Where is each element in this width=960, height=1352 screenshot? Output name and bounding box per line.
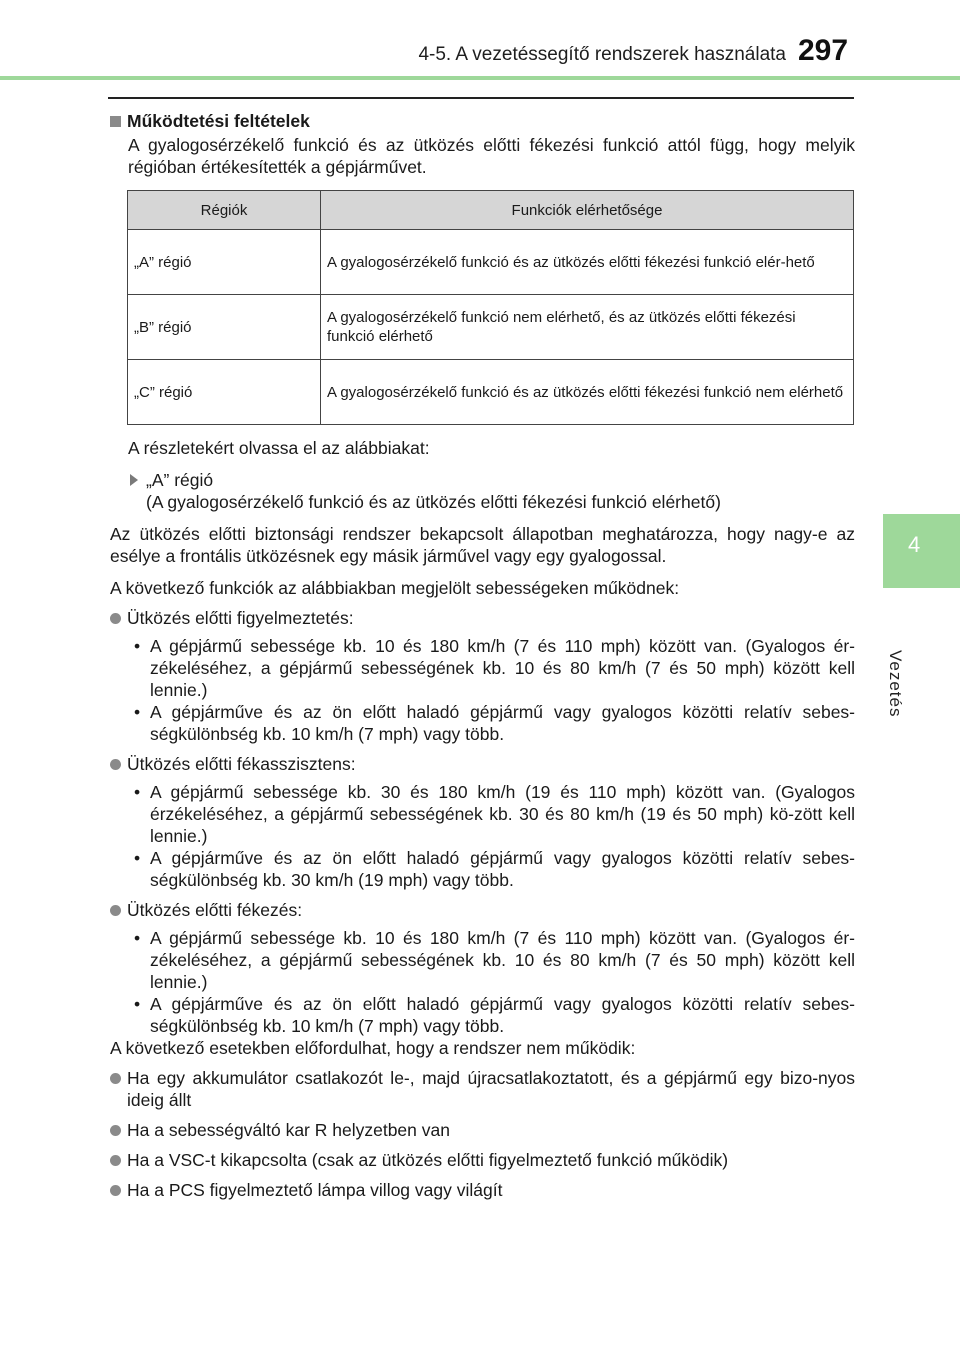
condition-item — [134, 847, 855, 891]
paragraph-cases: A következő esetekben előfordulhat, hogy a rendszer nem működik: — [110, 1038, 636, 1058]
dot-bullet-icon: • — [134, 702, 141, 722]
case-item — [110, 1149, 855, 1171]
circle-bullet-icon — [110, 1155, 121, 1166]
section-heading — [110, 110, 855, 132]
arrow-item-title: „A” régió — [146, 470, 214, 490]
arrow-list-item — [110, 469, 855, 513]
dot-bullet-icon: • — [134, 848, 141, 868]
page-number: 297 — [798, 34, 849, 67]
regions-table — [127, 190, 854, 425]
table-cell-region: „B” régió — [128, 295, 321, 360]
paragraph-speeds: A következő funkciók az alábbiakban megjelölt sebességeken működnek: — [110, 578, 680, 598]
table-cell-region: „C” régió — [128, 360, 321, 425]
header-rule — [0, 76, 960, 80]
section-intro: A gyalogosérzékelő funkció és az ütközés előtti fékezési funkció attól függ, hogy melyik régióban értékesítették a gépjárművet. — [128, 135, 855, 177]
dot-bullet-icon: • — [134, 782, 141, 802]
table-row — [128, 295, 854, 360]
table-cell-availability: A gyalogosérzékelő funkció és az ütközés előtti fékezési funkció nem elérhető — [321, 360, 854, 425]
square-bullet-icon — [110, 116, 121, 127]
function-item — [110, 899, 855, 921]
function-conditions — [110, 927, 855, 1037]
table-row — [128, 230, 854, 295]
side-rule — [883, 586, 960, 588]
function-title: Ütközés előtti fékasszisztens: — [127, 754, 356, 774]
circle-bullet-icon — [110, 613, 121, 624]
condition-text: A gépjármű sebessége kb. 10 és 180 km/h (7 és 110 mph) között van. (Gyalogos ér-zékeléséhez, a gépjármű sebességének kb. 10 és 80 km/h (7 és 50 mph) között kell lennie.) — [150, 928, 855, 992]
function-item — [110, 607, 855, 629]
case-item — [110, 1119, 855, 1141]
condition-item — [134, 781, 855, 847]
dot-bullet-icon: • — [134, 928, 141, 948]
table-header-regions: Régiók — [128, 191, 321, 230]
case-text: Ha a sebességváltó kar R helyzetben van — [127, 1120, 450, 1140]
condition-item — [134, 701, 855, 745]
side-tab — [883, 514, 960, 586]
condition-item — [134, 635, 855, 701]
arrow-right-icon — [130, 474, 138, 486]
condition-item — [134, 927, 855, 993]
top-rule — [108, 97, 854, 99]
table-row — [128, 360, 854, 425]
function-title: Ütközés előtti fékezés: — [127, 900, 303, 920]
case-text: Ha a PCS figyelmeztető lámpa villog vagy világít — [127, 1180, 503, 1200]
function-conditions — [110, 635, 855, 745]
condition-text: A gépjárműve és az ön előtt haladó gépjármű vagy gyalogos közötti relatív sebes-ségkülönbség kb. 30 km/h (19 mph) vagy több. — [150, 848, 855, 890]
side-tab-label: Vezetés — [886, 650, 905, 718]
page-content — [110, 110, 855, 1201]
table-header-row — [128, 191, 854, 230]
function-title: Ütközés előtti figyelmeztetés: — [127, 608, 354, 628]
circle-bullet-icon — [110, 905, 121, 916]
table-cell-region: „A” régió — [128, 230, 321, 295]
dot-bullet-icon: • — [134, 994, 141, 1014]
condition-text: A gépjárműve és az ön előtt haladó gépjármű vagy gyalogos közötti relatív sebes-ségkülönbség kb. 10 km/h (7 mph) vagy több. — [150, 702, 855, 744]
case-item — [110, 1179, 855, 1201]
case-item — [110, 1067, 855, 1111]
condition-text: A gépjármű sebessége kb. 30 és 180 km/h (19 és 110 mph) között van. (Gyalogos érzékeléséhez, a gépjármű sebességének kb. 30 és 80 km/h (19 és 50 mph) kö-zött kell lennie.) — [150, 782, 855, 846]
table-cell-availability: A gyalogosérzékelő funkció nem elérhető, és az ütközés előtti fékezési funkció elérhető — [321, 295, 854, 360]
arrow-item-detail: (A gyalogosérzékelő funkció és az ütközés előtti fékezési funkció elérhető) — [146, 492, 721, 512]
paragraph-system: Az ütközés előtti biztonsági rendszer bekapcsolt állapotban meghatározza, hogy nagy-e az esélye a frontális ütközésnek egy másik járművel vagy egy gyalogossal. — [110, 524, 855, 566]
dot-bullet-icon: • — [134, 636, 141, 656]
section-heading-text: Működtetési feltételek — [127, 111, 310, 131]
function-item — [110, 753, 855, 775]
case-text: Ha a VSC-t kikapcsolta (csak az ütközés előtti figyelmeztető funkció működik) — [127, 1150, 729, 1170]
condition-text: A gépjárműve és az ön előtt haladó gépjármű vagy gyalogos közötti relatív sebes-ségkülönbség kb. 10 km/h (7 mph) vagy több. — [150, 994, 855, 1036]
header-title: 4-5. A vezetéssegítő rendszerek használata — [418, 44, 786, 65]
circle-bullet-icon — [110, 759, 121, 770]
condition-text: A gépjármű sebessége kb. 10 és 180 km/h (7 és 110 mph) között van. (Gyalogos ér-zékeléséhez, a gépjármű sebességének kb. 10 és 80 km/h (7 és 50 mph) között kell lennie.) — [150, 636, 855, 700]
table-header-availability: Funkciók elérhetősége — [321, 191, 854, 230]
circle-bullet-icon — [110, 1073, 121, 1084]
table-cell-availability: A gyalogosérzékelő funkció és az ütközés előtti fékezési funkció elér-hető — [321, 230, 854, 295]
circle-bullet-icon — [110, 1125, 121, 1136]
case-text: Ha egy akkumulátor csatlakozót le-, majd újracsatlakoztatott, és a gépjármű egy bizo-nyos ideig állt — [127, 1068, 855, 1110]
condition-item — [134, 993, 855, 1037]
details-intro: A részletekért olvassa el az alábbiakat: — [128, 438, 430, 458]
function-conditions — [110, 781, 855, 891]
side-tab-number: 4 — [908, 532, 921, 557]
circle-bullet-icon — [110, 1185, 121, 1196]
